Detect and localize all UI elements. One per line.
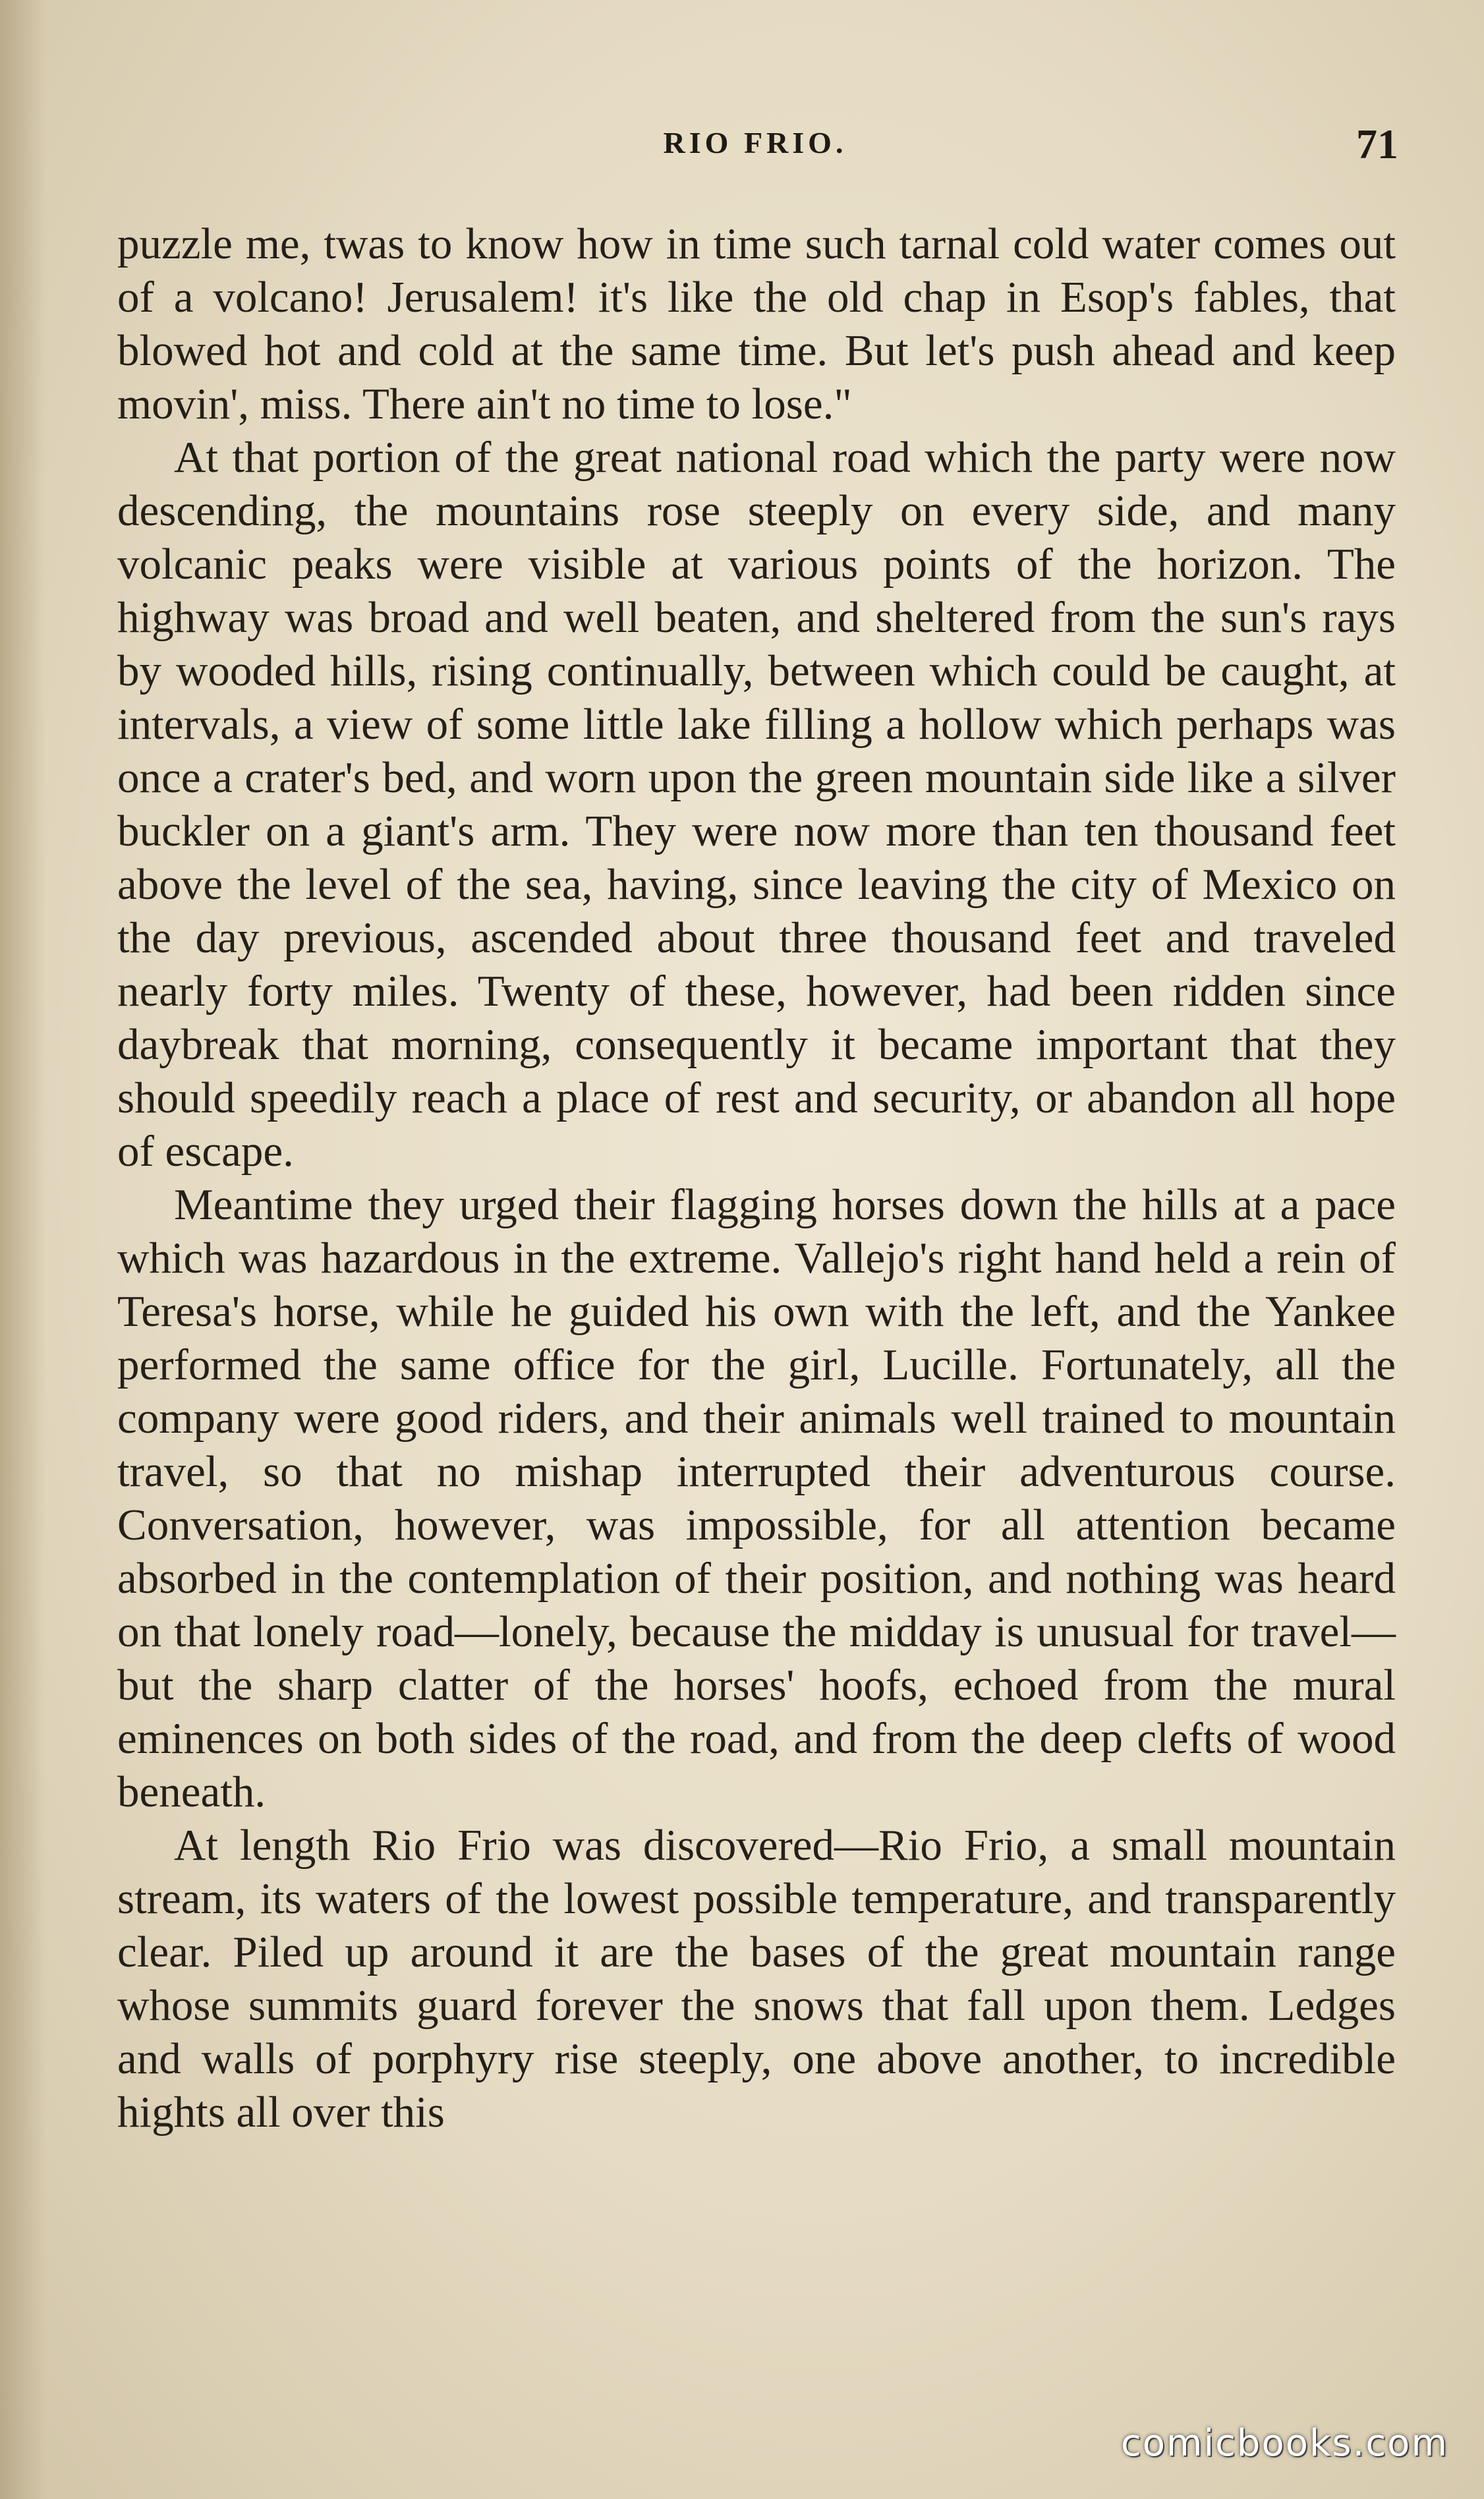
body-text [117,217,1396,2139]
page-header [112,121,1398,185]
page-number: 71 [1356,121,1398,167]
running-title: RIO FRIO. [663,126,847,159]
paragraph-continuation: puzzle me, twas to know how in time such tarnal cold water comes out of a volcano! Jerusalem! it's like the old chap in Esop's fables, that blowed hot and cold at the same time. But let's push ahead and keep movin', miss. There ain't no time to lose." [117,219,1396,428]
watermark: comicbooks.com [1120,2422,1448,2465]
paragraph: At length Rio Frio was discovered—Rio Frio, a small mountain stream, its waters of the lowest possible temperature, and transparently clear. Piled up around it are the bases of the great mountain range whose summits guard forever the snows that fall upon them. Ledges and walls of porphyry rise steeply, one above another, to incredible hights all over this [117,1821,1396,2137]
paragraph: Meantime they urged their flagging horses down the hills at a pace which was hazardous in the extreme. Vallejo's right hand held a rein of Teresa's horse, while he guided his own with the left, and the Yankee performed the same office for the girl, Lucille. Fortunately, all the company were good riders, and their animals well trained to mountain travel, so that no mishap interrupted their adventurous course. Conversation, however, was impossible, for all attention became absorbed in the contemplation of their position, and nothing was heard on that lonely road—lonely, because the midday is unusual for travel—but the sharp clatter of the horses' hoofs, echoed from the mural eminences on both sides of the road, and from the deep clefts of wood beneath. [117,1180,1396,1816]
paragraph: At that portion of the great national road which the party were now descending, the mountains rose steeply on every side, and many volcanic peaks were visible at various points of the horizon. The highway was broad and well beaten, and sheltered from the sun's rays by wooded hills, rising continually, between which could be caught, at intervals, a view of some little lake filling a hollow which perhaps was once a crater's bed, and worn upon the green mountain side like a silver buckler on a giant's arm. They were now more than ten thousand feet above the level of the sea, having, since leaving the city of Mexico on the day previous, ascended about three thousand feet and traveled nearly forty miles. Twenty of these, however, had been ridden since daybreak that morning, consequently it became important that they should speedily reach a place of rest and security, or abandon all hope of escape. [117,433,1396,1176]
